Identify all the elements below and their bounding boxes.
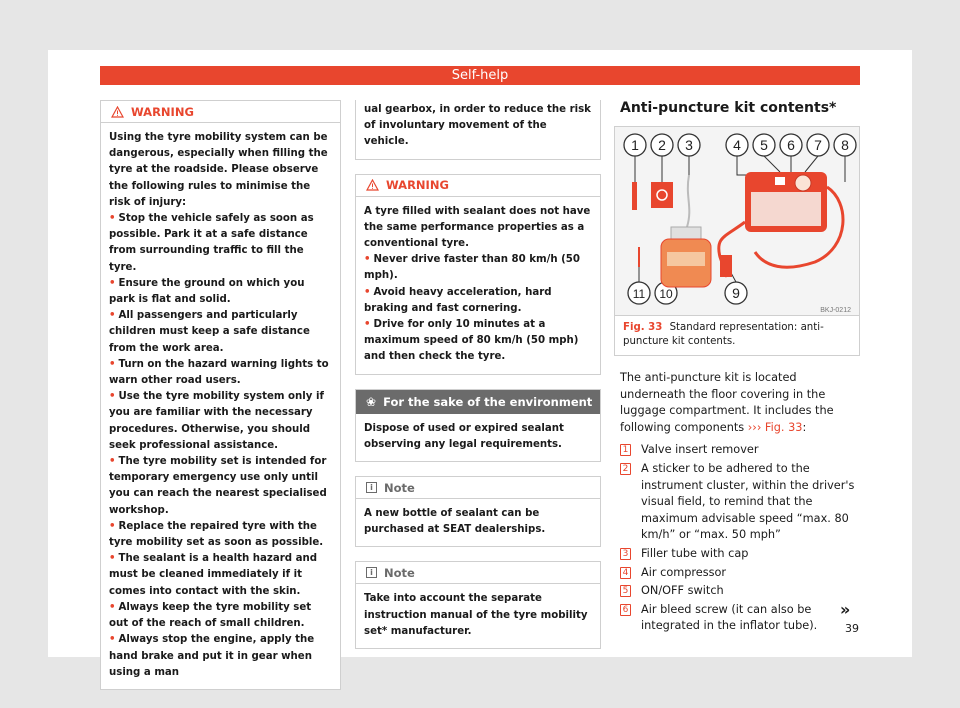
- continue-mark: »: [840, 600, 851, 619]
- column-middle: [355, 100, 601, 649]
- bullet-text: Use the tyre mobility system only if you are familiar with the necessary procedures. Otherwise, you should seek professional assistance.: [109, 391, 324, 451]
- item-number: 6: [620, 604, 631, 616]
- bullet-icon: •: [364, 286, 371, 298]
- info-icon: i: [366, 482, 377, 493]
- warning-intro: Using the tyre mobility system can be dangerous, especially when filling the tyre at the roadside. Please observe the following rules to minimise the risk of injury:: [109, 132, 328, 208]
- bullet-text: Always keep the tyre mobility set out of the reach of small children.: [109, 601, 312, 630]
- list-item: [620, 461, 860, 544]
- note-heading: [356, 477, 600, 499]
- callout-6: 6: [787, 137, 795, 153]
- bullet-icon: •: [364, 319, 371, 331]
- list-item: [620, 565, 860, 582]
- item-number: 5: [620, 585, 631, 597]
- header-title: Self-help: [451, 68, 509, 83]
- callout-4: 4: [733, 137, 741, 153]
- bullet-icon: •: [109, 601, 116, 613]
- section-title: Anti-puncture kit contents*: [620, 100, 837, 116]
- figure-reference-link[interactable]: ››› Fig. 33: [747, 420, 803, 434]
- bullet-icon: •: [109, 634, 116, 646]
- warning-body: [101, 123, 340, 689]
- warning-box-2: [355, 174, 601, 375]
- warning-bullet: [109, 519, 332, 551]
- bullet-text: Avoid heavy acceleration, hard braking and fast cornering.: [364, 286, 552, 314]
- warning-icon: [111, 106, 124, 118]
- figure-label: Fig. 33: [623, 322, 663, 333]
- environment-heading-text: For the sake of the environment: [383, 394, 593, 409]
- intro-paragraph: [614, 370, 860, 436]
- bullet-icon: •: [109, 391, 116, 403]
- item-text: Air compressor: [641, 565, 727, 579]
- item-number: 2: [620, 463, 631, 475]
- kit-illustration: [615, 127, 859, 315]
- figure: [614, 126, 860, 356]
- page-number: 39: [845, 622, 859, 635]
- warning-bullet: [109, 276, 332, 308]
- leaf-icon: ❀: [366, 394, 377, 409]
- warning-bullet: [364, 317, 592, 366]
- warning-intro: A tyre filled with sealant does not have the same performance properties as a conventional tyre.: [364, 205, 591, 250]
- bullet-text: All passengers and particularly children must keep a safe distance from the work area.: [109, 310, 310, 354]
- bullet-icon: •: [364, 254, 371, 266]
- bullet-icon: •: [109, 456, 116, 468]
- bullet-text: Replace the repaired tyre with the tyre mobility set as soon as possible.: [109, 520, 324, 549]
- ref-suffix: :: [802, 420, 807, 434]
- warning-box: [100, 100, 341, 690]
- bullet-icon: •: [109, 310, 116, 322]
- warning-heading: [356, 175, 600, 197]
- item-number: 4: [620, 567, 631, 579]
- item-text: Filler tube with cap: [641, 546, 749, 560]
- list-item: [620, 583, 860, 600]
- component-list: [614, 442, 860, 635]
- item-text: A sticker to be adhered to the instrument cluster, within the driver's visual field, to remind that the maximum advisable speed “max. 80 km/h” or “max. 50 mph”: [641, 461, 855, 542]
- note-text: A new bottle of sealant can be purchased at SEAT dealerships.: [364, 508, 546, 536]
- callout-9: 9: [732, 285, 740, 301]
- intro-text: The anti-puncture kit is located underneath the floor covering in the luggage compartment. It includes the following components: [620, 371, 834, 434]
- info-icon: i: [366, 567, 377, 578]
- callout-7: 7: [814, 137, 822, 153]
- note-heading: [356, 562, 600, 584]
- item-text: Valve insert remover: [641, 443, 759, 457]
- warning-body: [356, 197, 600, 374]
- callout-10: 10: [659, 287, 673, 301]
- warning-bullet: [109, 600, 332, 632]
- bullet-text: Turn on the hazard warning lights to warn other road users.: [109, 358, 329, 387]
- figure-code: BKJ-0212: [820, 307, 851, 314]
- item-text: ON/OFF switch: [641, 584, 724, 598]
- bullet-icon: •: [109, 520, 116, 532]
- note-box-2: [355, 561, 601, 649]
- warning-bullet: [109, 551, 332, 600]
- bullet-text: Never drive faster than 80 km/h (50 mph).: [364, 254, 580, 282]
- callout-3: 3: [685, 137, 693, 153]
- kit-diagram: [615, 127, 859, 315]
- callout-8: 8: [841, 137, 849, 153]
- callout-5: 5: [760, 137, 768, 153]
- bullet-text: The sealant is a health hazard and must be cleaned immediately if it comes into contact with the skin.: [109, 553, 317, 597]
- bullet-text: Always stop the engine, apply the hand brake and put it in gear when using a man: [109, 634, 315, 678]
- bullet-icon: •: [109, 277, 116, 289]
- note-heading-text: Note: [384, 480, 415, 495]
- list-item: [620, 546, 860, 563]
- bullet-icon: •: [109, 553, 116, 565]
- note-box: [355, 476, 601, 547]
- warning-heading-text: WARNING: [131, 104, 194, 119]
- column-right: [614, 100, 860, 637]
- warning-icon: [366, 179, 379, 191]
- bullet-text: Ensure the ground on which you park is flat and solid.: [109, 277, 305, 306]
- note-heading-text: Note: [384, 565, 415, 580]
- bullet-icon: •: [109, 213, 116, 225]
- figure-caption: [615, 315, 859, 355]
- warning-bullet: [109, 308, 332, 357]
- warning-bullet: [109, 632, 332, 681]
- warning-heading-text: WARNING: [386, 178, 449, 193]
- page-header: [100, 66, 860, 85]
- environment-heading: [356, 390, 600, 414]
- callout-11: 11: [632, 287, 646, 301]
- environment-box: [355, 389, 601, 462]
- warning-bullet: [364, 252, 592, 284]
- list-item: [620, 602, 860, 635]
- note-text: Take into account the separate instruction manual of the tyre mobility set* manufacturer.: [364, 593, 588, 637]
- list-item: [620, 442, 860, 459]
- figure-caption-text: Standard representation: anti-puncture kit contents.: [623, 322, 824, 347]
- warning-bullet: [109, 454, 332, 519]
- callout-2: 2: [658, 137, 666, 153]
- item-number: 1: [620, 444, 631, 456]
- environment-text: Dispose of used or expired sealant observing any legal requirements.: [364, 422, 564, 450]
- warning-bullet: [109, 389, 332, 454]
- bullet-text: Stop the vehicle safely as soon as possible. Park it at a safe distance from surrounding traffic to fill the tyre.: [109, 213, 314, 273]
- bullet-text: The tyre mobility set is intended for temporary emergency use only until you can reach the nearest specialised workshop.: [109, 456, 327, 516]
- column-left: [100, 100, 341, 690]
- callout-1: 1: [631, 137, 639, 153]
- warning-bullet: [364, 285, 592, 317]
- bullet-text: Drive for only 10 minutes at a maximum speed of 80 km/h (50 mph) and then check the tyre.: [364, 319, 579, 363]
- bullet-icon: •: [109, 358, 116, 370]
- item-text: Air bleed screw (it can also be integrated in the inflator tube).: [641, 602, 818, 633]
- warning-continuation: ual gearbox, in order to reduce the risk of involuntary movement of the vehicle.: [364, 104, 591, 148]
- warning-bullet: [109, 357, 332, 389]
- item-number: 3: [620, 548, 631, 560]
- warning-heading: [101, 101, 340, 123]
- warning-continuation-box: [355, 100, 601, 160]
- warning-bullet: [109, 211, 332, 276]
